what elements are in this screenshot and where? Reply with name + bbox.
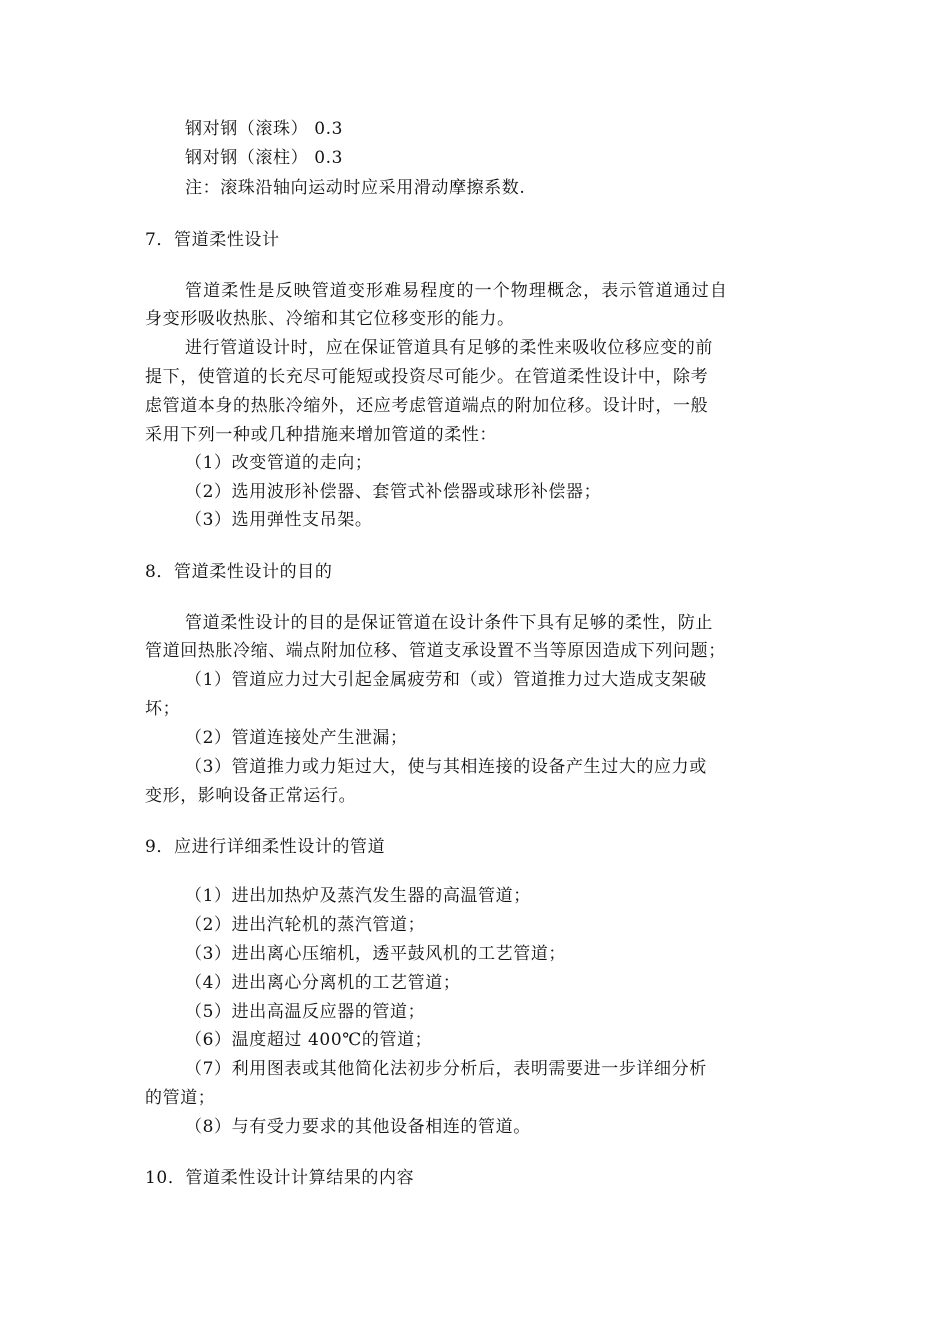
list-item: （3）进出离心压缩机，透平鼓风机的工艺管道； [185,944,567,964]
paragraph-line: 身变形吸收热胀、冷缩和其它位移变形的能力。 [145,309,515,329]
list-item: （7）利用图表或其他简化法初步分析后，表明需要进一步详细分析 [185,1059,707,1079]
list-item: （3）选用弹性支吊架。 [185,510,373,530]
paragraph-line: 管道回热胀冷缩、端点附加位移、管道支承设置不当等原因造成下列问题； [145,641,726,661]
list-item: （1）管道应力过大引起金属疲劳和（或）管道推力过大造成支架破 [185,670,707,690]
list-item: （4）进出离心分离机的工艺管道； [185,973,461,993]
list-item: （1）改变管道的走向； [185,453,373,473]
list-item-continuation: 的管道； [145,1088,216,1108]
list-item: （1）进出加热炉及蒸汽发生器的高温管道； [185,886,531,906]
list-item-continuation: 坏； [145,699,181,719]
list-item: （2）选用波形补偿器、套管式补偿器或球形补偿器； [185,482,602,502]
section-heading-9: 9．应进行详细柔性设计的管道 [145,837,386,857]
paragraph-line: 采用下列一种或几种措施来增加管道的柔性： [145,425,497,445]
list-item: （8）与有受力要求的其他设备相连的管道。 [185,1117,531,1137]
list-item: （6）温度超过 400℃的管道； [185,1030,433,1050]
list-item-continuation: 变形，影响设备正常运行。 [145,786,357,806]
friction-row-roller: 钢对钢（滚柱） 0.3 [185,148,344,168]
list-item: （5）进出高温反应器的管道； [185,1002,426,1022]
paragraph-line: 虑管道本身的热胀冷缩外，还应考虑管道端点的附加位移。设计时，一般 [145,396,709,416]
friction-row-ball: 钢对钢（滚珠） 0.3 [185,119,344,139]
paragraph-line: 进行管道设计时，应在保证管道具有足够的柔性来吸收位移应变的前 [185,338,713,358]
list-item: （2）管道连接处产生泄漏； [185,728,408,748]
section-heading-10: 10．管道柔性设计计算结果的内容 [145,1168,415,1188]
paragraph-line: 管道柔性是反映管道变形难易程度的一个物理概念，表示管道通过自 [185,281,728,301]
paragraph-line: 提下，使管道的长充尽可能短或投资尽可能少。在管道柔性设计中，除考 [145,367,709,387]
list-item: （3）管道推力或力矩过大，使与其相连接的设备产生过大的应力或 [185,757,707,777]
paragraph-line: 管道柔性设计的目的是保证管道在设计条件下具有足够的柔性，防止 [185,613,713,633]
friction-note: 注：滚珠沿轴向运动时应采用滑动摩擦系数. [185,178,526,198]
section-heading-7: 7．管道柔性设计 [145,230,280,250]
list-item: （2）进出汽轮机的蒸汽管道； [185,915,426,935]
section-heading-8: 8．管道柔性设计的目的 [145,562,333,582]
